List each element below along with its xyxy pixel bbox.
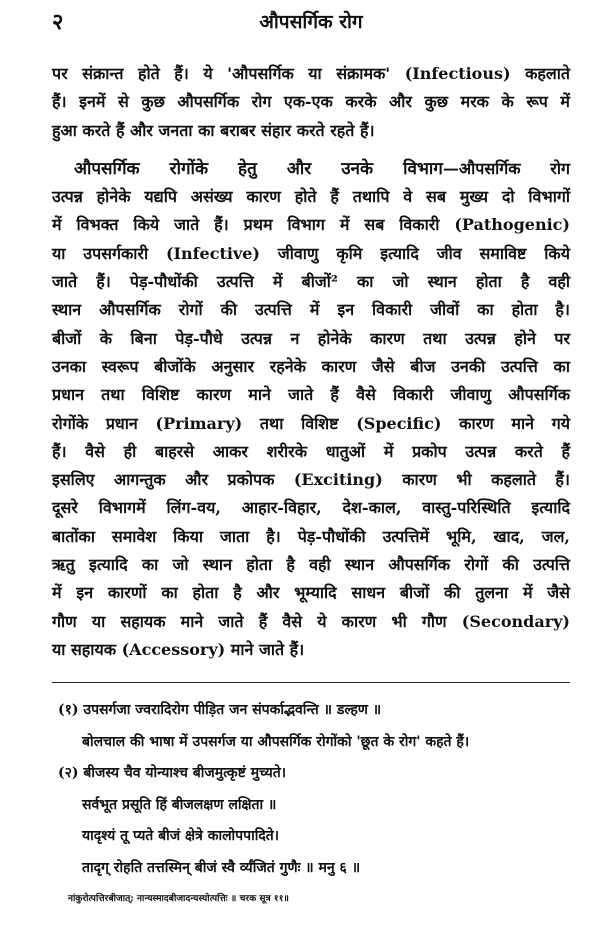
footnote-2-line: (२) बीजस्य चैव योन्याश्च बीजमुत्कृष्टं मुच्यते। xyxy=(58,765,287,782)
text-line: इसलिए आगन्तुक और प्रकोपक (Exciting) कारण भी कहलाते हैं। xyxy=(52,470,570,490)
text-line: बीजों के बिना पेड़-पौधे उत्पन्न न होनेके कारण तथा उत्पन्न होने पर xyxy=(52,328,570,348)
text-line: हैं। इनमें से कुछ औपसर्गिक रोग एक-एक करके और कुछ मरक के रूप में xyxy=(52,92,570,112)
text-line: में इन कारणों का होता है और भूम्यादि साधन बीजों की तुलना में जैसे xyxy=(52,583,570,603)
text-line xyxy=(52,155,570,183)
heading-continuation: —औपसर्गिक रोग xyxy=(442,158,570,178)
footnote-2-line: तादृग् रोहति तत्तस्मिन् बीजं स्वै र्व्यंजितं गुणैः ॥ मनु ६ ॥ xyxy=(82,859,361,876)
page-header xyxy=(52,0,570,40)
footnote-1-line: (१) उपसर्गजा ज्वरादिरोग पीड़ित जन संपर्काद्भवन्ति ॥ डल्हण ॥ xyxy=(58,702,382,719)
text-line: रोगोंके प्रधान (Primary) तथा विशिष्ट (Specific) कारण माने गये xyxy=(52,413,570,433)
text-line: हैं। वैसे ही बाहरसे आकर शरीरके धातुओं में प्रकोप उत्पन्न करते हैं xyxy=(52,441,570,461)
text-line: गौण या सहायक माने जाते हैं वैसे ये कारण भी गौण (Secondary) xyxy=(52,611,570,631)
section-heading: औपसर्गिक रोगोंके हेतु और उनके विभाग xyxy=(74,158,443,179)
body-text xyxy=(52,60,570,664)
footnote-1-line: बोलचाल की भाषा में उपसर्गज या औपसर्गिक रोगोंको 'छूत के रोग' कहते हैं। xyxy=(82,733,470,750)
text-line: ऋतु इत्यादि का जो स्थान होता है वही स्थान औपसर्गिक रोगों की उत्पत्ति xyxy=(52,555,570,575)
text-line: जाते हैं। पेड़-पौधोंकी उत्पत्ति में बीजों² का जो स्थान होता है वही xyxy=(52,272,570,292)
paragraph-2 xyxy=(52,155,570,664)
footnote-2-line: यादृश्यं तू प्यते बीजं क्षेत्रे कालोपपादिते। xyxy=(82,828,280,845)
footnote-divider xyxy=(52,682,570,683)
text-line: या सहायक (Accessory) माने जाते हैं। xyxy=(52,639,305,659)
text-line: बातोंका समावेश किया जाता है। पेड़-पौधोंकी उत्पत्तिमें भूमि, खाद, जल, xyxy=(52,526,570,546)
page-number: २ xyxy=(52,9,64,35)
footnotes xyxy=(52,695,570,916)
text-line: हुआ करते हैं और जनता का बराबर संहार करते रहते हैं। xyxy=(52,120,375,140)
text-line: स्थान औपसर्गिक रोगों की उत्पत्ति में इन विकारी जीवों का होता है। xyxy=(52,300,570,320)
text-line: पर संक्रान्त होते हैं। ये 'औपसर्गिक या संक्रामक' (Infectious) कहलाते xyxy=(52,64,570,83)
text-line: प्रधान तथा विशिष्ट कारण माने जाते हैं वैसे विकारी जीवाणु औपसर्गिक xyxy=(52,385,570,405)
text-line: या उपसर्गकारी (Infective) जीवाणु कृमि इत्यादि जीव समाविष्ट किये xyxy=(52,243,570,263)
text-line: उत्पन्न होनेके यद्यपि असंख्य कारण होते हैं तथापि वे सब मुख्य दो विभागों xyxy=(52,187,570,207)
paragraph-1 xyxy=(52,60,570,145)
text-line: उनका स्वरूप बीजोंके अनुसार रहनेके कारण जैसे बीज उनकी उत्पत्ति का xyxy=(52,356,570,376)
text-line: दूसरे विभागमें लिंग-वय, आहार-विहार, देश-काल, वास्तु-परिस्थिति इत्यादि xyxy=(52,498,570,518)
footnote-2-line: नांकुरोत्पत्तिरबीजात्; नान्यस्मादबीजादन्यस्योत्पत्तिः ॥ चरक सूत्र ११॥ xyxy=(68,894,289,905)
running-title: औपसर्गिक रोग xyxy=(259,11,363,33)
footnote-2-line: सर्वभूत प्रसूति हिं बीजलक्षण लक्षिता ॥ xyxy=(82,796,277,813)
text-line: में विभक्त किये जाते हैं। प्रथम विभाग में सब विकारी (Pathogenic) xyxy=(52,215,570,235)
